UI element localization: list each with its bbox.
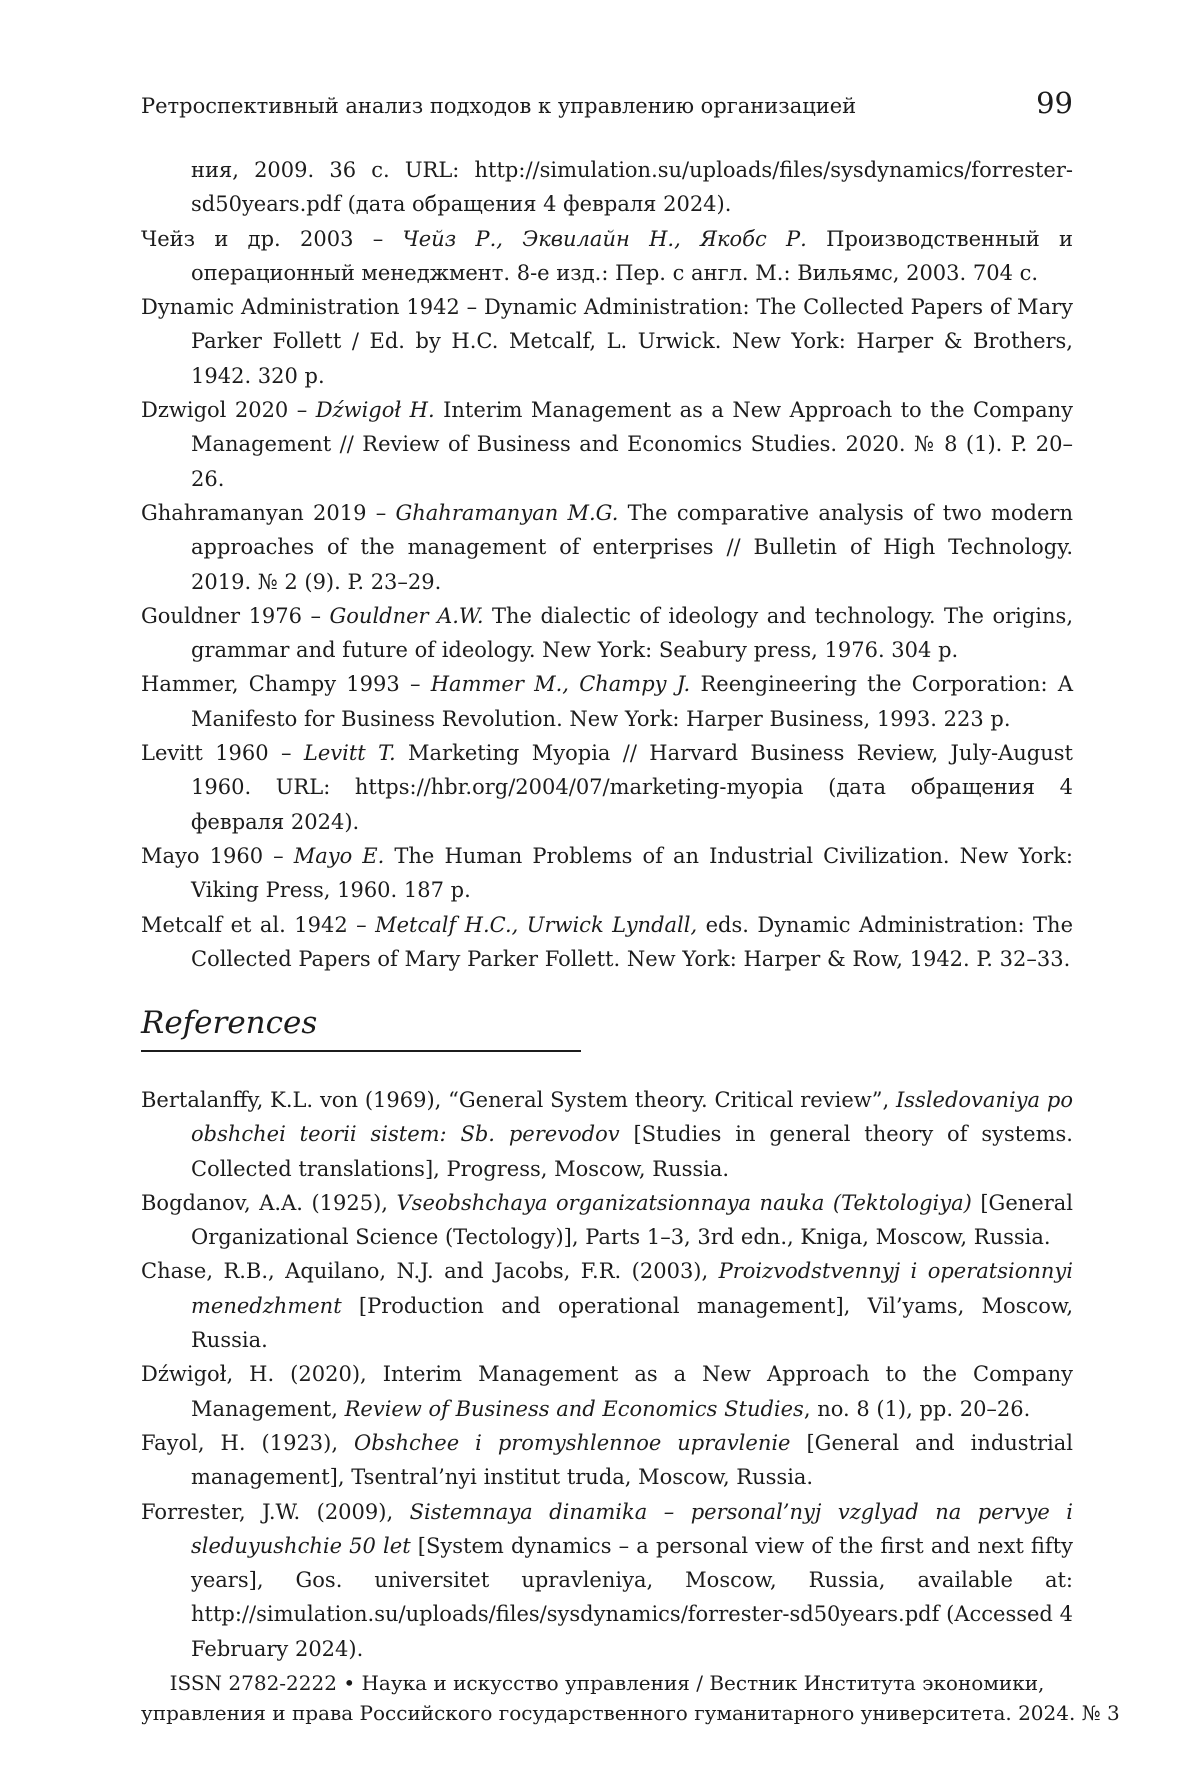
reference-entry: Чейз и др. 2003 – Чейз Р., Эквилайн Н., Якобс Р. Производственный и операционный менеджмент. 8-е изд.: Пер. с англ. М.: Вильямс, 2003. 704 с. bbox=[141, 226, 1073, 285]
reference-entry: Ghahramanyan 2019 – Ghahramanyan M.G. The comparative analysis of two modern approaches of the management of enterprises // Bulletin of High Technology. 2019. № 2 (9). P. 23–29. bbox=[141, 500, 1073, 594]
page-number: 99 bbox=[1036, 86, 1073, 120]
reference-entry: Levitt 1960 – Levitt T. Marketing Myopia // Harvard Business Review, July-August 1960. URL: https://hbr.org/2004/07/marketing-myopia (дата обращения 4 февраля 2024). bbox=[141, 741, 1073, 834]
references-russian-list bbox=[141, 153, 1073, 976]
running-title: Ретроспективный анализ подходов к управлению организацией bbox=[141, 94, 857, 118]
reference-entry: Mayo 1960 – Mayo E. The Human Problems of an Industrial Civilization. New York: Viking Press, 1960. 187 p. bbox=[141, 843, 1073, 903]
reference-entry: Dynamic Administration 1942 – Dynamic Administration: The Collected Papers of Mary Parker Follett / Ed. by H.C. Metcalf, L. Urwick. New York: Harper & Brothers, 1942. 320 p. bbox=[141, 295, 1073, 388]
reference-entry: Hammer, Champy 1993 – Hammer M., Champy J. Reengineering the Corporation: A Manifesto for Business Revolution. New York: Harper Business, 1993. 223 p. bbox=[141, 672, 1073, 731]
reference-entry: Forrester, J.W. (2009), Sistemnaya dinamika – personal’nyj vzglyad na pervye i sleduyushchie 50 let [System dynamics – a personal view of the first and next fifty years], Gos. universitet upravleniya, Moscow, Russia, available at: http://simulation.su/uploads/files/sysdynamics/forrester-sd50years.pdf (Accessed 4 February 2024). bbox=[141, 1499, 1074, 1661]
footer-line: управления и права Российского государственного гуманитарного университета. 2024. № 3 bbox=[141, 1701, 1120, 1725]
page-footer bbox=[141, 1668, 1120, 1728]
running-header bbox=[141, 86, 1073, 120]
references-english-list bbox=[141, 1083, 1073, 1666]
references-heading: References bbox=[141, 1002, 581, 1052]
reference-entry: Gouldner 1976 – Gouldner A.W. The dialectic of ideology and technology. The origins, grammar and future of ideology. New York: Seabury press, 1976. 304 p. bbox=[141, 603, 1074, 663]
footer-line: ISSN 2782-2222 • Наука и искусство управления / Вестник Института экономики, bbox=[169, 1671, 1045, 1695]
reference-entry: Dzwigol 2020 – Dźwigoł H. Interim Management as a New Approach to the Company Management // Review of Business and Economics Studies. 2020. № 8 (1). P. 20–26. bbox=[141, 398, 1073, 491]
reference-entry: Metcalf et al. 1942 – Metcalf H.C., Urwick Lyndall, eds. Dynamic Administration: The Collected Papers of Mary Parker Follett. New York: Harper & Row, 1942. P. 32–33. bbox=[141, 912, 1073, 971]
reference-entry: Bogdanov, A.A. (1925), Vseobshchaya organizatsionnaya nauka (Tektologiya) [General Organizational Science (Tectology)], Parts 1–3, 3rd edn., Kniga, Moscow, Russia. bbox=[141, 1190, 1073, 1250]
reference-entry: Dźwigoł, H. (2020), Interim Management as a New Approach to the Company Management, Review of Business and Economics Studies, no. 8 (1), pp. 20–26. bbox=[141, 1362, 1073, 1421]
reference-entry: Chase, R.B., Aquilano, N.J. and Jacobs, F.R. (2003), Proizvodstvennyj i operatsionnyi menedzhment [Production and operational management], Vil’yams, Moscow, Russia. bbox=[141, 1259, 1073, 1353]
reference-entry: Bertalanffy, K.L. von (1969), “General System theory. Critical review”, Issledovaniya po obshchei teorii sistem: Sb. perevodov [Studies in general theory of systems. Collected translations], Progress, Moscow, Russia. bbox=[141, 1088, 1073, 1181]
reference-entry: Fayol, H. (1923), Obshchee i promyshlennoe upravlenie [General and industrial management], Tsentral’nyi institut truda, Moscow, Russia. bbox=[141, 1430, 1073, 1490]
reference-entry: ния, 2009. 36 с. URL: http://simulation.su/uploads/files/sysdynamics/forrester-sd50years.pdf (дата обращения 4 февраля 2024). bbox=[191, 158, 1073, 217]
